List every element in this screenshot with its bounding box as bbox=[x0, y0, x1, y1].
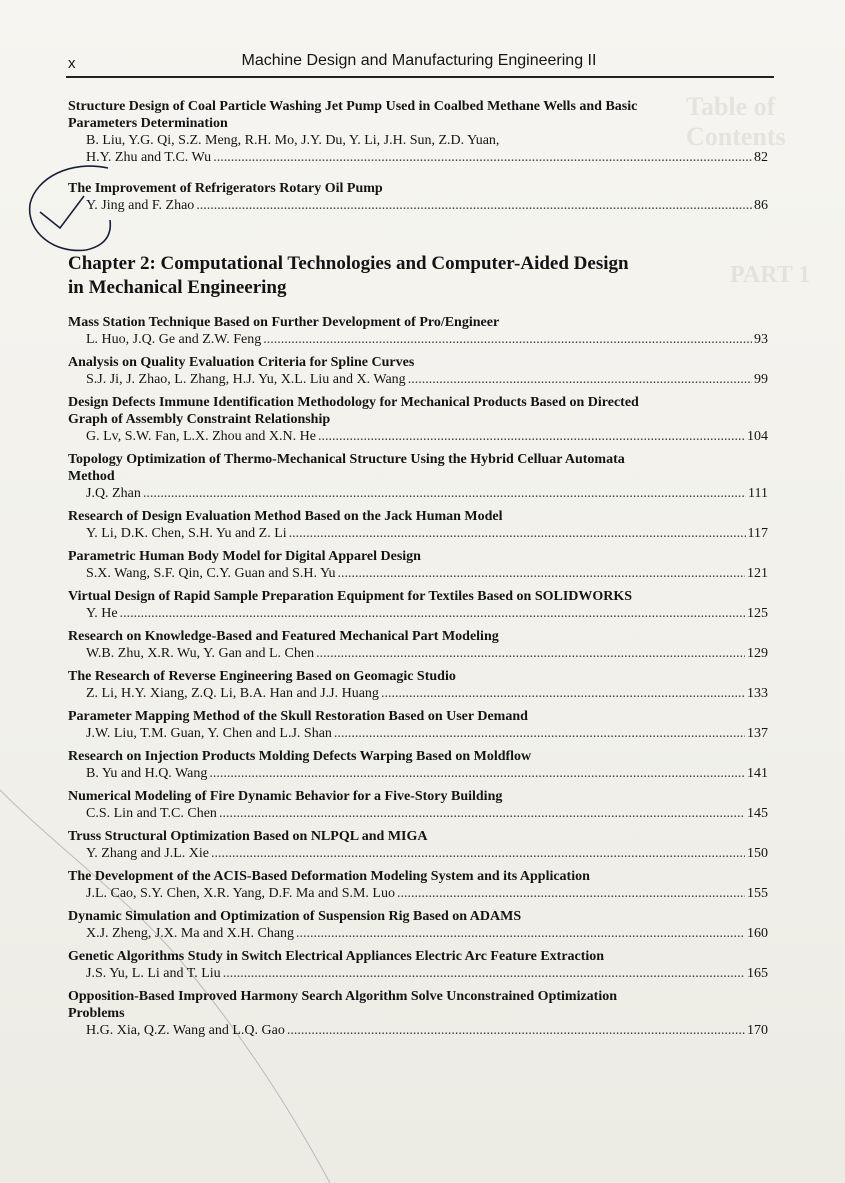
entry-authors-line bbox=[68, 525, 768, 542]
entry-list bbox=[68, 314, 768, 1039]
entry-page: 133 bbox=[747, 686, 768, 701]
entry-page: 99 bbox=[754, 372, 768, 387]
entry-title: Parametric Human Body Model for Digital Apparel Design bbox=[68, 549, 421, 564]
entry-title: Research on Injection Products Molding Defects Warping Based on Moldflow bbox=[68, 749, 532, 764]
entry-page: 129 bbox=[747, 646, 768, 661]
dot-leader bbox=[120, 605, 745, 622]
entry-authors-line bbox=[68, 197, 768, 214]
page-number: x bbox=[68, 55, 76, 72]
entry-authors-line bbox=[68, 885, 768, 902]
entry-authors-line bbox=[68, 565, 768, 582]
entry-authors-line bbox=[68, 428, 768, 445]
toc-entry bbox=[68, 868, 768, 902]
entry-page: 155 bbox=[747, 886, 768, 901]
dot-leader bbox=[289, 525, 746, 542]
entry-authors: J.S. Yu, L. Li and T. Liu bbox=[86, 966, 221, 981]
entry-page: 117 bbox=[747, 526, 768, 541]
bleed-through-toc: Table of Contents bbox=[686, 92, 786, 151]
entry-page: 165 bbox=[747, 966, 768, 981]
toc-entry bbox=[68, 628, 768, 662]
entry-authors: Y. Zhang and J.L. Xie bbox=[86, 846, 209, 861]
dot-leader bbox=[209, 765, 745, 782]
entry-authors: W.B. Zhu, X.R. Wu, Y. Gan and L. Chen bbox=[86, 646, 315, 661]
dot-leader bbox=[318, 428, 745, 445]
toc-entry bbox=[68, 394, 768, 445]
entry-authors-line bbox=[68, 845, 768, 862]
toc-entry bbox=[68, 314, 768, 348]
entry-authors-line bbox=[68, 331, 768, 348]
entry-authors: L. Huo, J.Q. Ge and Z.W. Feng bbox=[86, 332, 262, 347]
entry-title: Research of Design Evaluation Method Based on the Jack Human Model bbox=[68, 509, 503, 524]
running-header bbox=[66, 48, 772, 78]
entry-authors-line bbox=[68, 965, 768, 982]
entry-title: Mass Station Technique Based on Further Development of Pro/Engineer bbox=[68, 315, 500, 330]
entry-authors: J.Q. Zhan bbox=[86, 486, 141, 501]
entry-page: 170 bbox=[747, 1023, 768, 1038]
entry-authors-line bbox=[68, 132, 768, 149]
entry-title: Truss Structural Optimization Based on NLPQL and MIGA bbox=[68, 829, 428, 844]
entry-authors: C.S. Lin and T.C. Chen bbox=[86, 806, 217, 821]
entry-authors: Y. He bbox=[86, 606, 118, 621]
entry-title: The Development of the ACIS-Based Deformation Modeling System and its Application bbox=[68, 869, 590, 884]
entry-authors-line bbox=[68, 645, 768, 662]
toc-entry bbox=[68, 988, 768, 1039]
entry-authors: Z. Li, H.Y. Xiang, Z.Q. Li, B.A. Han and J.J. Huang bbox=[86, 686, 379, 701]
entry-authors: J.L. Cao, S.Y. Chen, X.R. Yang, D.F. Ma and S.M. Luo bbox=[86, 886, 395, 901]
bleed-through-part: PART 1 bbox=[730, 262, 811, 288]
toc-entry bbox=[68, 948, 768, 982]
dot-leader bbox=[338, 565, 745, 582]
dot-leader bbox=[223, 965, 745, 982]
entry-title: Numerical Modeling of Fire Dynamic Behavior for a Five-Story Building bbox=[68, 789, 503, 804]
chapter-heading: Chapter 2: Computational Technologies and Computer-Aided Design in Mechanical Engineering bbox=[68, 253, 629, 298]
dot-leader bbox=[334, 725, 745, 742]
entry-page: 137 bbox=[747, 726, 768, 741]
dot-leader bbox=[263, 331, 752, 348]
entry-authors: Y. Li, D.K. Chen, S.H. Yu and Z. Li bbox=[86, 526, 287, 541]
dot-leader bbox=[381, 685, 745, 702]
entry-authors: H.G. Xia, Q.Z. Wang and L.Q. Gao bbox=[86, 1023, 285, 1038]
entry-authors-line bbox=[68, 685, 768, 702]
entry-page: 104 bbox=[747, 429, 768, 444]
entry-authors-line bbox=[68, 371, 768, 388]
entry-title: The Improvement of Refrigerators Rotary Oil Pump bbox=[68, 181, 383, 196]
toc-entry bbox=[68, 668, 768, 702]
entry-authors: B. Liu, Y.G. Qi, S.Z. Meng, R.H. Mo, J.Y. Du, Y. Li, J.H. Sun, Z.D. Yuan, bbox=[86, 133, 500, 148]
dot-leader bbox=[196, 197, 752, 214]
toc-entry bbox=[68, 180, 768, 214]
entry-title: Design Defects Immune Identification Methodology for Mechanical Products Based on Directed Graph of Assembly Constraint Relationship bbox=[68, 395, 639, 427]
entry-page: 82 bbox=[754, 150, 768, 165]
toc-entry bbox=[68, 748, 768, 782]
toc-entry bbox=[68, 908, 768, 942]
entry-authors-line bbox=[68, 605, 768, 622]
entry-title: Dynamic Simulation and Optimization of Suspension Rig Based on ADAMS bbox=[68, 909, 522, 924]
toc-entry bbox=[68, 548, 768, 582]
dot-leader bbox=[408, 371, 752, 388]
toc-entry bbox=[68, 451, 768, 502]
toc-entry bbox=[68, 98, 768, 166]
entry-authors: B. Yu and H.Q. Wang bbox=[86, 766, 208, 781]
entry-title: Genetic Algorithms Study in Switch Electrical Appliances Electric Arc Feature Extraction bbox=[68, 949, 605, 964]
dot-leader bbox=[397, 885, 745, 902]
entry-authors: H.Y. Zhu and T.C. Wu bbox=[86, 150, 212, 165]
book-title: Machine Design and Manufacturing Engineering II bbox=[241, 52, 597, 69]
entry-authors-line bbox=[68, 765, 768, 782]
entry-title: Virtual Design of Rapid Sample Preparation Equipment for Textiles Based on SOLIDWORKS bbox=[68, 589, 633, 604]
entry-page: 86 bbox=[754, 198, 768, 213]
dot-leader bbox=[296, 925, 745, 942]
entry-page: 145 bbox=[747, 806, 768, 821]
dot-leader bbox=[219, 805, 745, 822]
toc-entry bbox=[68, 708, 768, 742]
dot-leader bbox=[211, 845, 745, 862]
entry-page: 141 bbox=[747, 766, 768, 781]
dot-leader bbox=[213, 149, 752, 166]
toc-entry bbox=[68, 788, 768, 822]
entry-title: Research on Knowledge-Based and Featured Mechanical Part Modeling bbox=[68, 629, 499, 644]
entry-page: 150 bbox=[747, 846, 768, 861]
entry-title: Topology Optimization of Thermo-Mechanical Structure Using the Hybrid Celluar Automata Method bbox=[68, 452, 625, 484]
toc-entry bbox=[68, 508, 768, 542]
entry-authors-line bbox=[68, 925, 768, 942]
entry-page: 111 bbox=[748, 486, 768, 501]
entry-authors-line bbox=[68, 725, 768, 742]
entry-page: 160 bbox=[747, 926, 768, 941]
entry-authors-line bbox=[68, 149, 768, 166]
entry-authors: G. Lv, S.W. Fan, L.X. Zhou and X.N. He bbox=[86, 429, 316, 444]
entry-authors: Y. Jing and F. Zhao bbox=[86, 198, 195, 213]
entry-authors: S.J. Ji, J. Zhao, L. Zhang, H.J. Yu, X.L. Liu and X. Wang bbox=[86, 372, 406, 387]
entry-authors: X.J. Zheng, J.X. Ma and X.H. Chang bbox=[86, 926, 295, 941]
toc-entry bbox=[68, 588, 768, 622]
toc-entry bbox=[68, 354, 768, 388]
entry-title: The Research of Reverse Engineering Based on Geomagic Studio bbox=[68, 669, 456, 684]
toc-entry bbox=[68, 828, 768, 862]
dot-leader bbox=[316, 645, 745, 662]
entry-page: 125 bbox=[747, 606, 768, 621]
header-rule bbox=[66, 76, 774, 78]
entry-page: 121 bbox=[747, 566, 768, 581]
entry-authors-line bbox=[68, 805, 768, 822]
entry-title: Structure Design of Coal Particle Washing Jet Pump Used in Coalbed Methane Wells and Basic Parameters Determination bbox=[68, 99, 638, 131]
entry-title: Analysis on Quality Evaluation Criteria for Spline Curves bbox=[68, 355, 415, 370]
toc-content bbox=[68, 98, 768, 1045]
entry-authors-line bbox=[68, 485, 768, 502]
entry-authors: J.W. Liu, T.M. Guan, Y. Chen and L.J. Shan bbox=[86, 726, 332, 741]
entry-authors: S.X. Wang, S.F. Qin, C.Y. Guan and S.H. Yu bbox=[86, 566, 336, 581]
entry-title: Parameter Mapping Method of the Skull Restoration Based on User Demand bbox=[68, 709, 528, 724]
entry-authors-line bbox=[68, 1022, 768, 1039]
entry-title: Opposition-Based Improved Harmony Search Algorithm Solve Unconstrained Optimization Problems bbox=[68, 989, 618, 1021]
dot-leader bbox=[287, 1022, 745, 1039]
dot-leader bbox=[143, 485, 746, 502]
entry-page: 93 bbox=[754, 332, 768, 347]
